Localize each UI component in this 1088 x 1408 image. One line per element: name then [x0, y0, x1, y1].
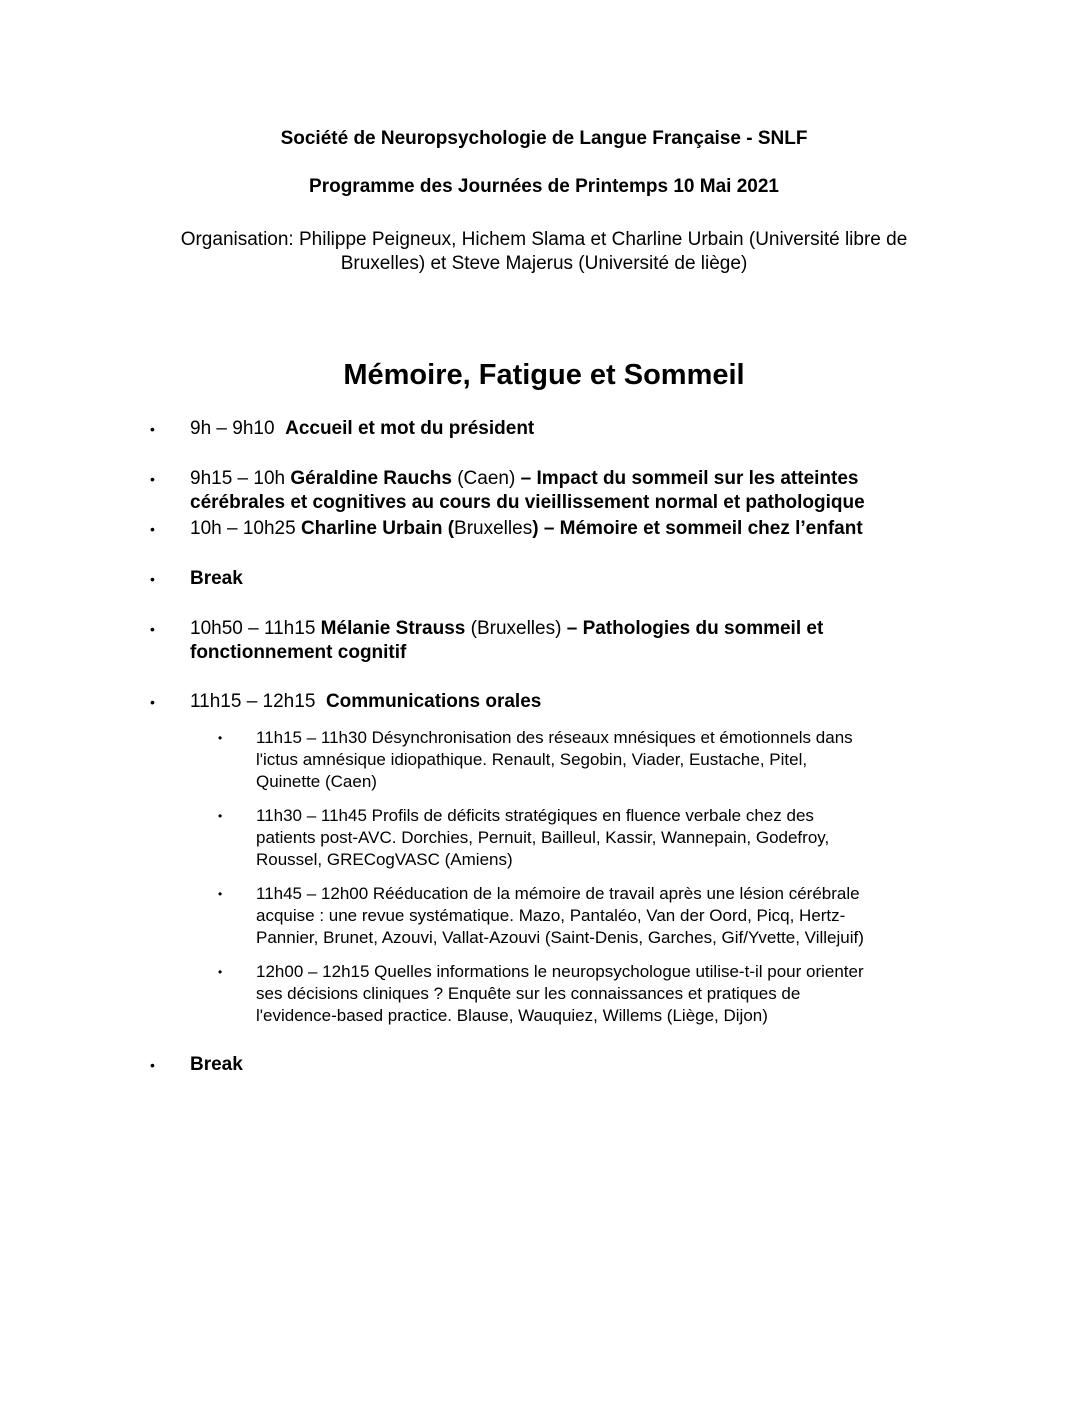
item-place: (Caen) [457, 468, 516, 489]
item-speaker: Mélanie Strauss [320, 618, 466, 639]
communication-line: 11h30 – 11h45 Profils de déficits stratégiques en fluence verbale chez des [256, 806, 814, 825]
bullet: • [150, 621, 155, 637]
organisation-line-1: Organisation: Philippe Peigneux, Hichem Slama et Charline Urbain (Université libre de [180, 229, 908, 250]
communication-line: Quinette (Caen) [256, 772, 377, 791]
item-paren-close: ) [532, 518, 539, 539]
sub-bullet: • [218, 887, 223, 901]
item-speaker: Géraldine Rauchs [290, 468, 452, 489]
bullet: • [150, 421, 155, 437]
organisation-text [120, 228, 968, 276]
sub-bullet: • [218, 809, 223, 823]
sub-bullet: • [218, 731, 223, 745]
item-time: 10h – 10h25 [190, 518, 296, 539]
society-heading: Société de Neuropsychologie de Langue Française - SNLF [280, 128, 808, 149]
item-title-line-1: – Pathologies du sommeil et [566, 618, 824, 639]
item-title-line-2: fonctionnement cognitif [190, 642, 407, 663]
communication-line: 11h45 – 12h00 Rééducation de la mémoire de travail après une lésion cérébrale [256, 884, 860, 903]
item-title: – Mémoire et sommeil chez l’enfant [543, 518, 863, 539]
bullet: • [150, 471, 155, 487]
item-paren-open: ( [447, 518, 455, 539]
item-title-line-1: Impact du sommeil sur les atteintes [536, 468, 859, 489]
page-title: Mémoire, Fatigue et Sommeil [343, 359, 745, 391]
organisation-line-2: Bruxelles) et Steve Majerus (Université de liège) [340, 253, 748, 274]
item-title: Break [190, 568, 243, 589]
communication-line: l'evidence-based practice. Blause, Wauquiez, Willems (Liège, Dijon) [256, 1006, 768, 1025]
item-time: 10h50 – 11h15 [190, 618, 316, 639]
bullet: • [150, 694, 155, 710]
item-time: 9h15 – 10h [190, 468, 286, 489]
bullet: • [150, 521, 155, 537]
programme-heading: Programme des Journées de Printemps 10 Mai 2021 [309, 176, 779, 197]
item-dash: – [520, 468, 532, 489]
item-title: Break [190, 1054, 243, 1075]
communication-line: Pannier, Brunet, Azouvi, Vallat-Azouvi (Saint-Denis, Garches, Gif/Yvette, Villejuif) [256, 928, 864, 947]
item-place: (Bruxelles) [470, 618, 562, 639]
item-title: Accueil et mot du président [285, 418, 535, 439]
sub-bullet: • [218, 965, 223, 979]
item-place: Bruxelles [454, 518, 533, 539]
communication-line: ses décisions cliniques ? Enquête sur les connaissances et pratiques de [256, 984, 801, 1003]
bullet: • [150, 571, 155, 587]
item-speaker: Charline Urbain [300, 518, 443, 539]
communication-line: 11h15 – 11h30 Désynchronisation des réseaux mnésiques et émotionnels dans [256, 728, 853, 747]
item-time: 11h15 – 12h15 [190, 691, 316, 712]
item-title-line-2: cérébrales et cognitives au cours du vieillissement normal et pathologique [190, 492, 865, 513]
item-title: Communications orales [325, 691, 542, 712]
item-time: 9h – 9h10 [190, 418, 275, 439]
bullet: • [150, 1057, 155, 1073]
communication-line: l'ictus amnésique idiopathique. Renault, Segobin, Viader, Eustache, Pitel, [256, 750, 808, 769]
communication-line: 12h00 – 12h15 Quelles informations le neuropsychologue utilise-t-il pour orienter [256, 962, 864, 981]
communication-line: Roussel, GRECogVASC (Amiens) [256, 850, 513, 869]
communication-line: patients post-AVC. Dorchies, Pernuit, Bailleul, Kassir, Wannepain, Godefroy, [256, 828, 830, 847]
communication-line: acquise : une revue systématique. Mazo, Pantaléo, Van der Oord, Picq, Hertz- [256, 906, 846, 925]
